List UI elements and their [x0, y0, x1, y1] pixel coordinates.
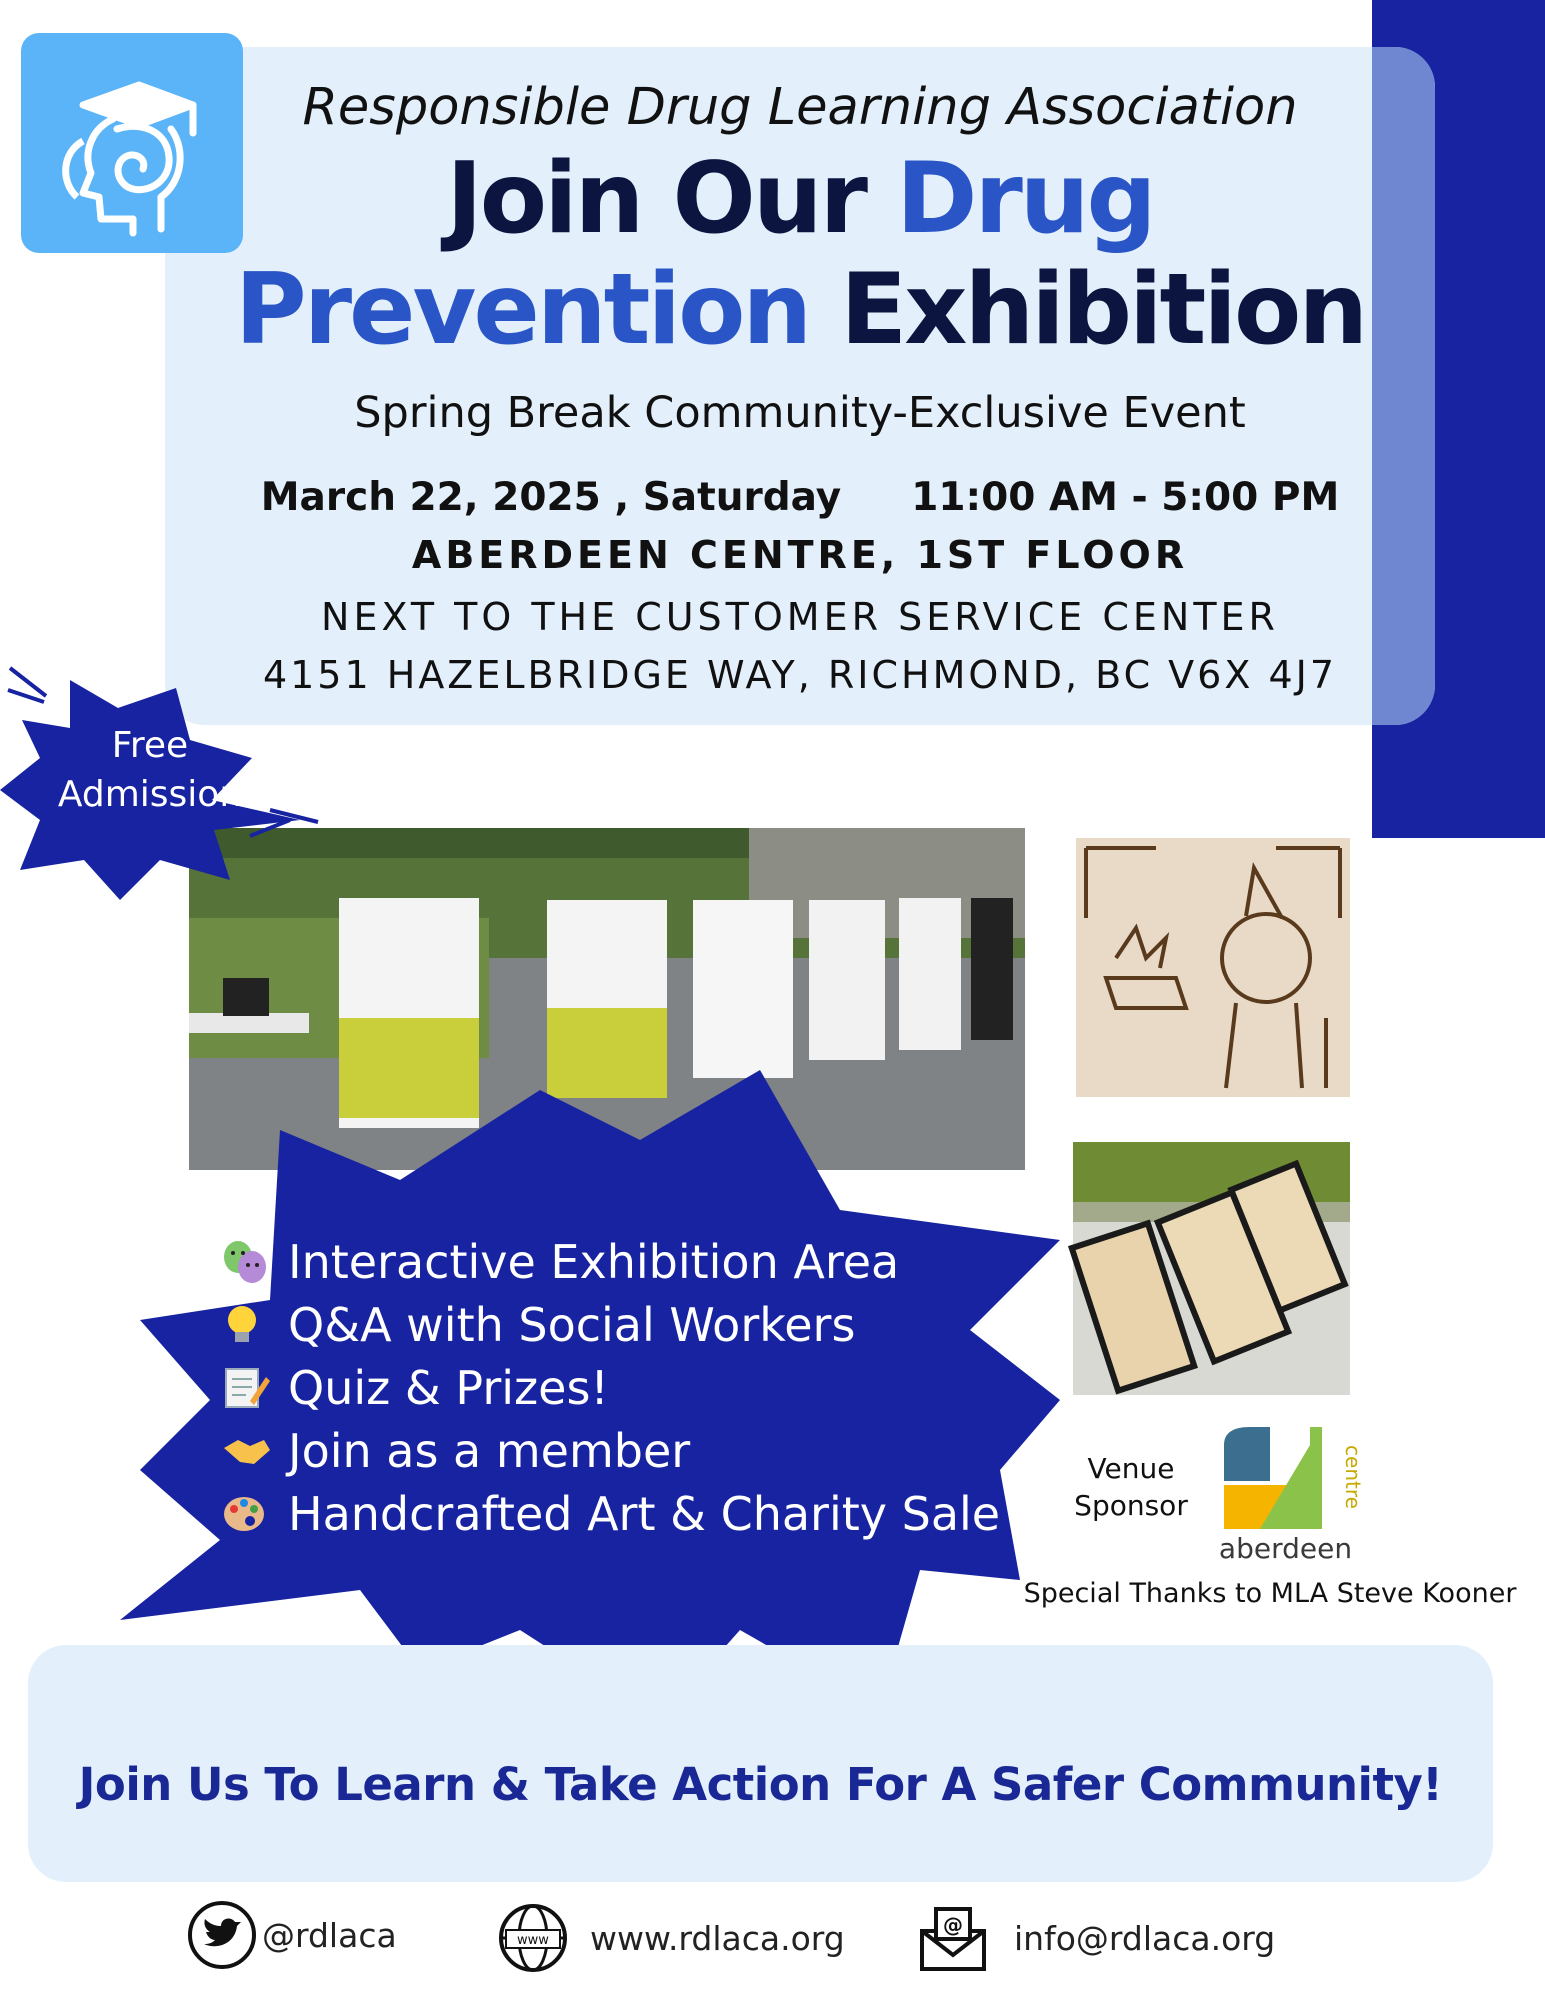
- feature-label: Quiz & Prizes!: [288, 1360, 609, 1415]
- lightbulb-icon: [220, 1302, 272, 1348]
- twitter-handle[interactable]: @rdlaca: [262, 1916, 397, 1955]
- title-exhibition: Exhibition: [840, 253, 1366, 367]
- handshake-icon: [220, 1428, 272, 1474]
- twitter-contact[interactable]: [187, 1900, 257, 1974]
- www-label: www: [517, 1933, 549, 1948]
- badge-line-2: Admission: [57, 773, 243, 815]
- theater-masks-icon: [220, 1239, 272, 1285]
- sponsor-label-line-1: Venue: [1087, 1452, 1175, 1485]
- palette-icon: [220, 1491, 272, 1537]
- sponsor-label-line-2: Sponsor: [1074, 1489, 1188, 1523]
- pyrography-artwork-photo: [1076, 838, 1350, 1097]
- date-time-line: [200, 475, 1400, 520]
- feature-item: [220, 1419, 1040, 1482]
- title-join: Join Our: [446, 142, 865, 256]
- memo-icon: [220, 1365, 272, 1411]
- event-time: 11:00 AM - 5:00 PM: [911, 475, 1340, 520]
- venue: ABERDEEN CENTRE, 1ST FLOOR: [411, 533, 1189, 577]
- special-thanks: Special Thanks to MLA Steve Kooner: [1023, 1578, 1517, 1609]
- event-date: March 22, 2025 , Saturday: [260, 475, 842, 520]
- feature-list: [220, 1230, 1040, 1545]
- venue-address: 4151 HAZELBRIDGE WAY, RICHMOND, BC V6X 4J7: [262, 653, 1338, 697]
- venue-detail: NEXT TO THE CUSTOMER SERVICE CENTER: [321, 595, 1279, 639]
- event-subtitle: Spring Break Community-Exclusive Event: [354, 388, 1246, 438]
- title-drug: Drug: [896, 142, 1154, 256]
- free-admission-badge: [45, 722, 255, 819]
- website-url[interactable]: www.rdlaca.org: [590, 1919, 845, 1958]
- call-to-action: Join Us To Learn & Take Action For A Safer Community!: [78, 1758, 1443, 1811]
- email-contact[interactable]: [918, 1903, 988, 1977]
- venue-sponsor-label: [1068, 1450, 1194, 1524]
- aberdeen-word: aberdeen: [1218, 1532, 1353, 1565]
- title-line-2: [200, 253, 1400, 367]
- title-line-1: [200, 142, 1400, 256]
- website-contact[interactable]: [498, 1903, 568, 1977]
- feature-label: Handcrafted Art & Charity Sale: [288, 1486, 1001, 1541]
- badge-line-1: Free: [111, 725, 189, 766]
- calligraphy-frames-photo: [1073, 1142, 1350, 1395]
- centre-word: centre: [1341, 1445, 1365, 1509]
- feature-item: [220, 1356, 1040, 1419]
- feature-label: Interactive Exhibition Area: [288, 1234, 900, 1289]
- feature-item: [220, 1293, 1040, 1356]
- org-name: Responsible Drug Learning Association: [302, 78, 1298, 137]
- svg-text:@: @: [943, 1913, 963, 1937]
- envelope-icon: [918, 1903, 988, 1973]
- title-prevention: Prevention: [234, 253, 810, 367]
- email-address[interactable]: info@rdlaca.org: [1014, 1919, 1276, 1958]
- feature-label: Join as a member: [288, 1423, 691, 1478]
- feature-label: Q&A with Social Workers: [288, 1297, 856, 1352]
- globe-www-icon: [498, 1903, 568, 1973]
- feature-item: [220, 1482, 1040, 1545]
- twitter-icon: [187, 1900, 257, 1970]
- feature-item: [220, 1230, 1040, 1293]
